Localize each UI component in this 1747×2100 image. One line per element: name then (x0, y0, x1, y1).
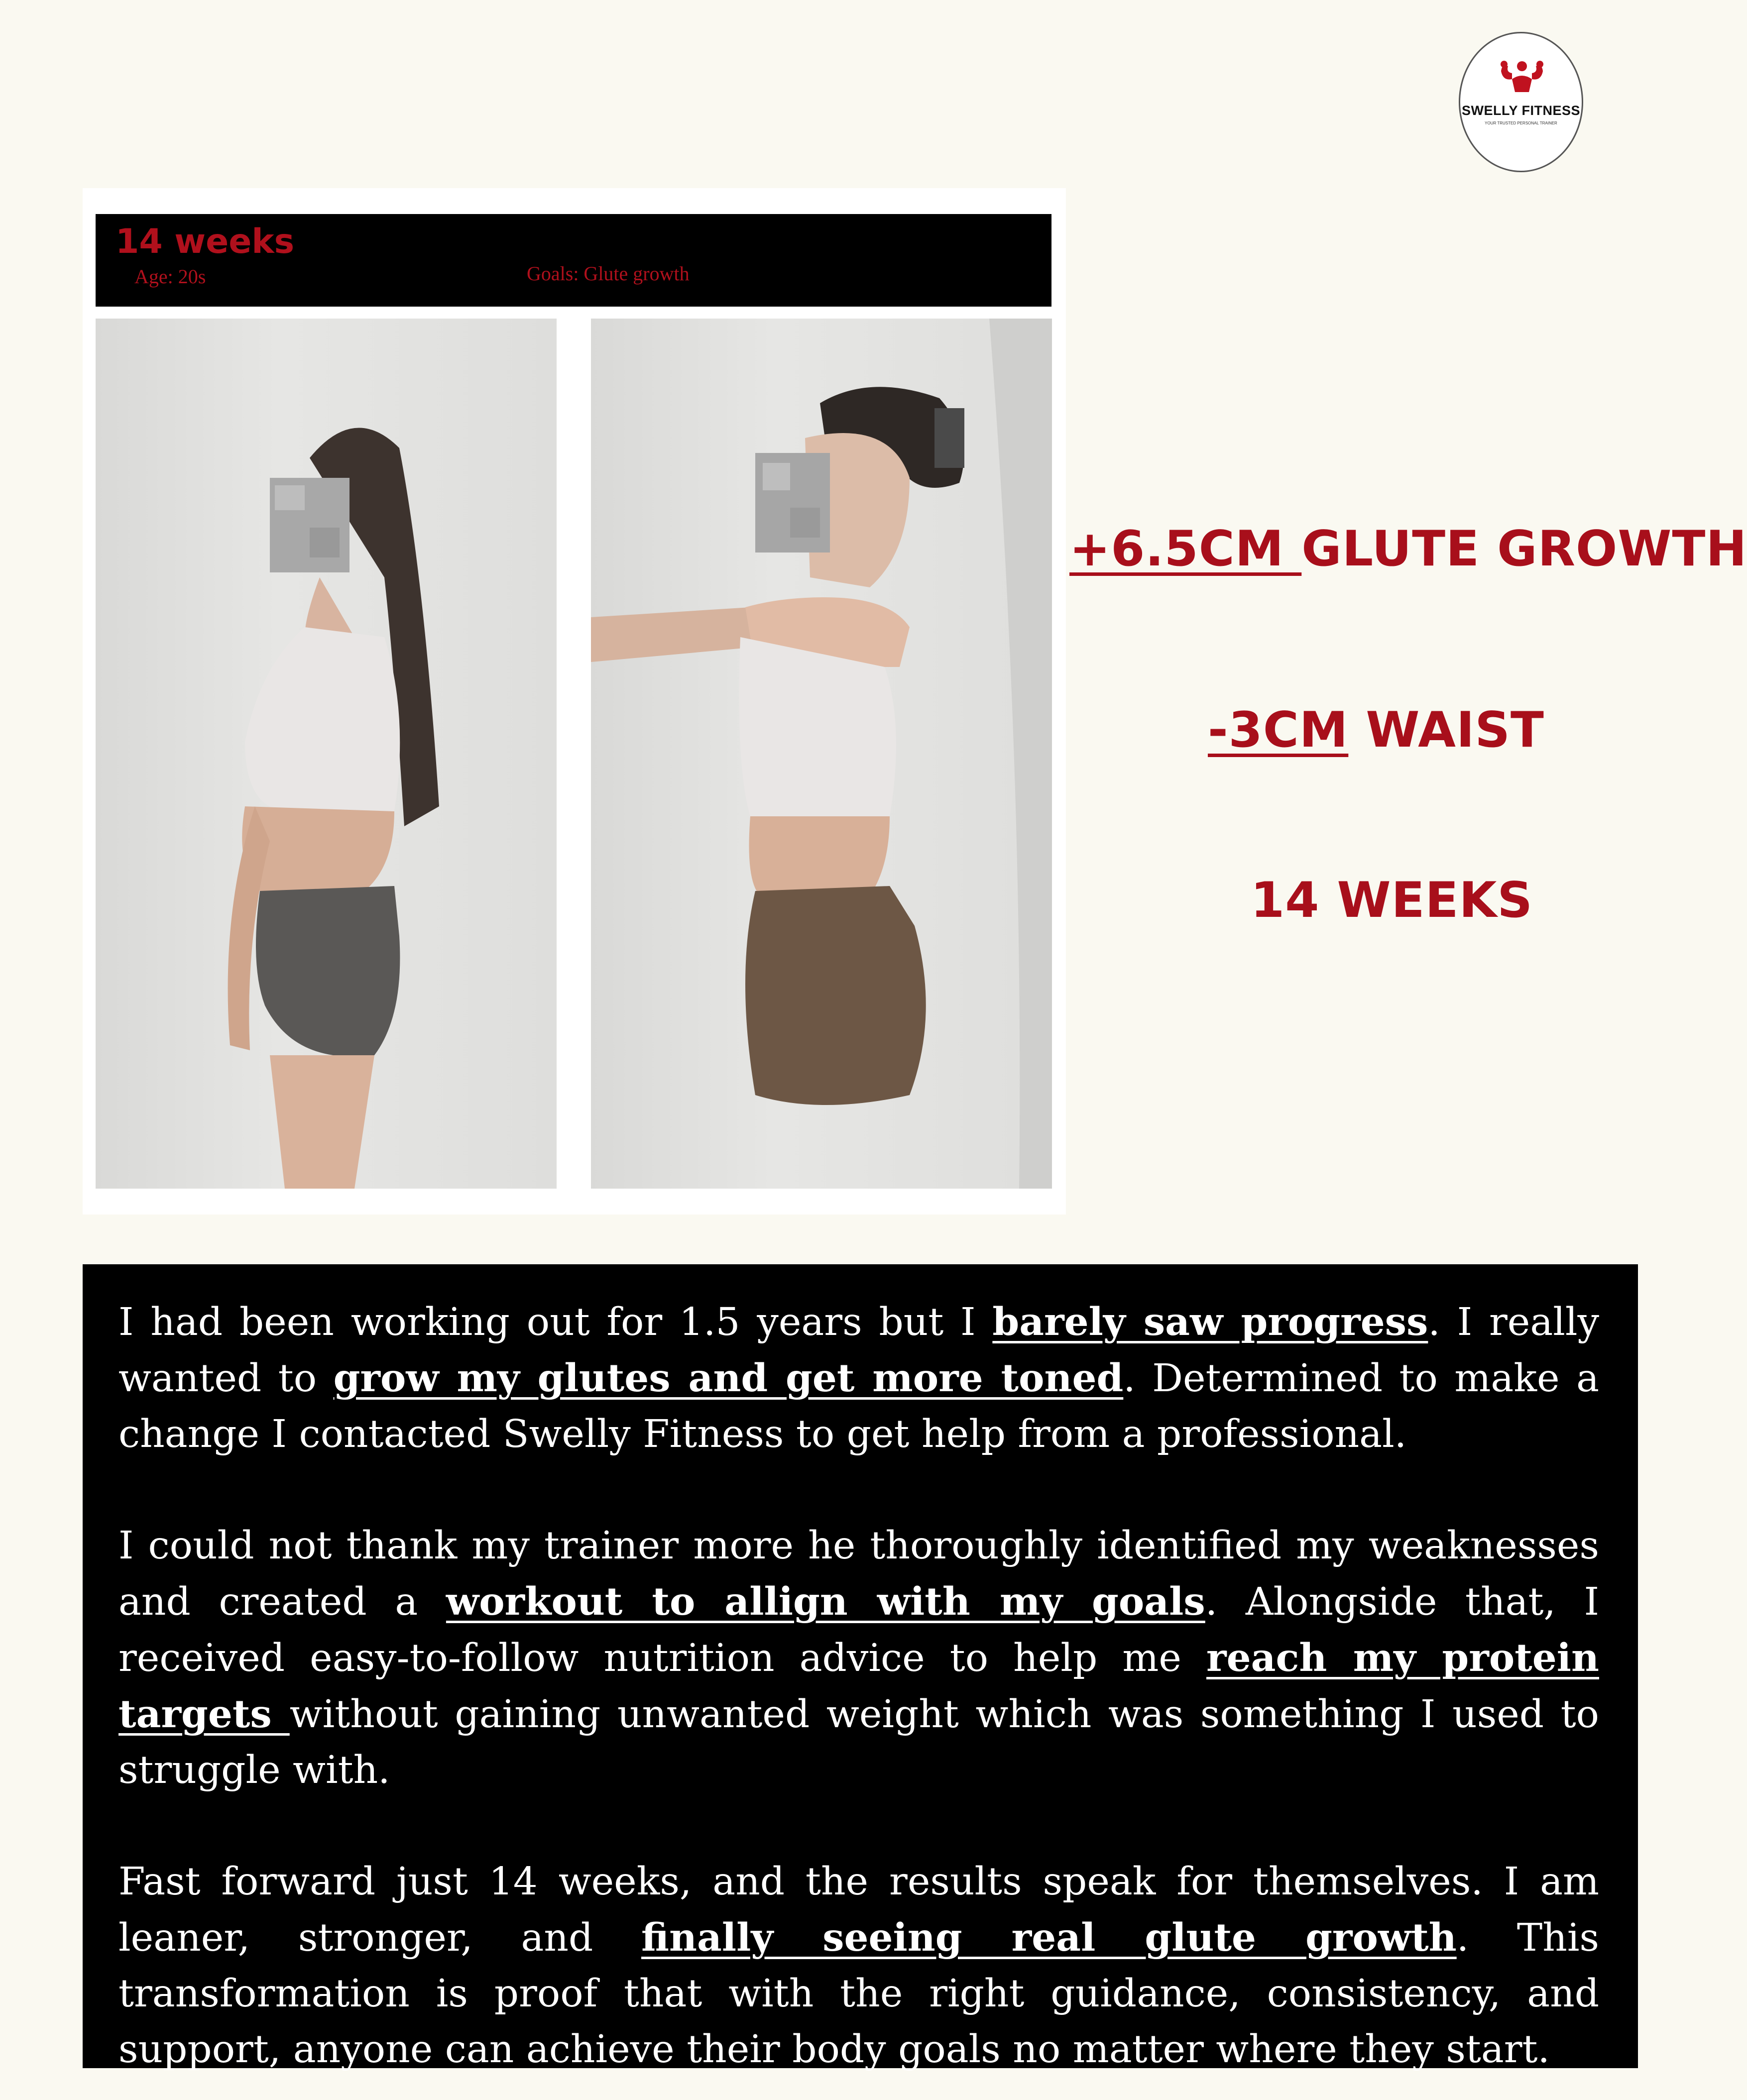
highlight: finally seeing real glute growth (641, 1915, 1457, 1960)
testimonial-panel (83, 1264, 1638, 2072)
text-run: I could not thank my trainer more he thoroughly identified my weaknesses and created a (118, 1524, 1599, 1624)
waist-stat (1208, 702, 1544, 759)
text-run: . Determined to make a change I contacted Swelly Fitness to get help from a professional. (118, 1356, 1599, 1456)
text-run: I had been working out for 1.5 years but I (118, 1300, 993, 1344)
text-run: . Alongside that, I received easy-to-follow nutrition advice to help me (118, 1580, 1599, 1680)
waist-value: -3CM (1208, 702, 1349, 759)
testimonial-paragraph-3 (118, 1854, 1599, 2078)
card-title: 14 weeks (116, 222, 295, 261)
duration-stat: 14 WEEKS (1251, 872, 1533, 929)
text-run: Fast forward just 14 weeks, and the results speak for themselves. I am leaner, stronger, and (118, 1860, 1599, 1960)
card-header-bar (96, 214, 1051, 307)
swelly-fitness-logo (1459, 32, 1583, 172)
transformation-card (83, 188, 1066, 1215)
before-photo (96, 319, 557, 1189)
glute-growth-stat (1069, 521, 1747, 577)
logo-tagline: YOUR TRUSTED PERSONAL TRAINER (1485, 121, 1557, 125)
highlight: workout to allign with my goals (446, 1579, 1205, 1624)
card-goals: Goals: Glute growth (527, 262, 690, 285)
after-photo (591, 319, 1052, 1189)
logo-name: SWELLY FITNESS (1461, 103, 1581, 118)
card-age: Age: 20s (134, 265, 206, 288)
text-run: . I really wanted to (118, 1300, 1599, 1401)
testimonial-paragraph-2 (118, 1518, 1599, 1798)
testimonial-paragraph-1 (118, 1294, 1599, 1462)
highlight: grow my glutes and get more toned (333, 1356, 1124, 1401)
text-run: without gaining unwanted weight which was something I used to struggle with. (118, 1692, 1599, 1792)
glute-growth-label: GLUTE GROWTH (1301, 521, 1747, 577)
glute-growth-value: +6.5CM (1069, 521, 1302, 577)
waist-label: WAIST (1348, 702, 1544, 759)
flexing-arms-icon (1497, 59, 1547, 94)
highlight: barely saw progress (992, 1300, 1428, 1344)
highlight: reach my protein targets (118, 1636, 1599, 1737)
text-run: . This transformation is proof that with the right guidance, consistency, and support, anyone can achieve their body goals no matter where they start. (118, 1916, 1600, 2072)
